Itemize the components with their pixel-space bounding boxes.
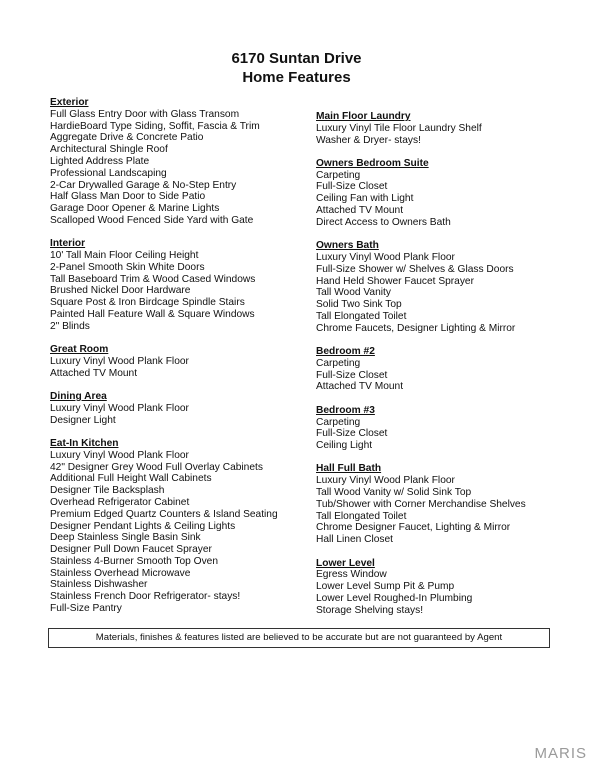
- feature-item: Tall Baseboard Trim & Wood Cased Windows: [50, 273, 256, 285]
- feature-item: Full-Size Pantry: [50, 603, 122, 615]
- feature-item: Brushed Nickel Door Hardware: [50, 285, 191, 297]
- feature-item: 42" Designer Grey Wood Full Overlay Cabinets: [50, 461, 263, 473]
- section-heading: Eat-In Kitchen: [50, 437, 119, 449]
- feature-item: Tall Wood Vanity: [316, 287, 391, 299]
- feature-item: Luxury Vinyl Wood Plank Floor: [316, 475, 455, 487]
- feature-item: Full-Size Closet: [316, 181, 388, 193]
- feature-item: Aggregate Drive & Concrete Patio: [50, 132, 204, 144]
- section-heading: Dining Area: [50, 391, 107, 403]
- feature-item: Lighted Address Plate: [50, 155, 150, 167]
- feature-item: Luxury Vinyl Wood Plank Floor: [50, 402, 189, 414]
- feature-item: Designer Tile Backsplash: [50, 485, 165, 497]
- feature-item: Ceiling Light: [316, 440, 373, 452]
- feature-item: Additional Full Height Wall Cabinets: [50, 473, 212, 485]
- feature-item: Stainless Overhead Microwave: [50, 567, 191, 579]
- feature-item: Hall Linen Closet: [316, 534, 394, 546]
- feature-item: Architectural Shingle Roof: [50, 144, 168, 156]
- section-heading: Exterior: [50, 97, 89, 108]
- feature-item: Stainless French Door Refrigerator- stays!: [50, 591, 241, 603]
- feature-item: Tall Elongated Toilet: [316, 510, 407, 522]
- feature-item: Direct Access to Owners Bath: [316, 216, 451, 228]
- section-heading: Hall Full Bath: [316, 463, 382, 475]
- section-eat-in-kitchen: [50, 438, 278, 615]
- section-interior: [50, 238, 278, 332]
- feature-item: Luxury Vinyl Wood Plank Floor: [50, 355, 189, 367]
- section-main-floor-laundry: [316, 111, 526, 146]
- feature-item: Tall Wood Vanity w/ Solid Sink Top: [316, 487, 472, 499]
- feature-item: 2-Panel Smooth Skin White Doors: [50, 261, 205, 273]
- feature-item: Tall Elongated Toilet: [316, 310, 407, 322]
- page-title: 6170 Suntan Drive: [231, 50, 362, 67]
- feature-item: Stainless Dishwasher: [50, 579, 148, 591]
- feature-item: Attached TV Mount: [316, 381, 404, 393]
- feature-item: Luxury Vinyl Wood Plank Floor: [50, 449, 189, 461]
- feature-item: Chrome Designer Faucet, Lighting & Mirror: [316, 522, 511, 534]
- feature-item: Washer & Dryer- stays!: [316, 134, 421, 146]
- feature-item: Stainless 4-Burner Smooth Top Oven: [50, 555, 218, 567]
- feature-item: 10' Tall Main Floor Ceiling Height: [50, 250, 199, 262]
- section-bedroom-3: [316, 405, 526, 452]
- feature-item: Painted Hall Feature Wall & Square Windows: [50, 309, 255, 321]
- feature-item: 2" Blinds: [50, 320, 90, 332]
- feature-item: Overhead Refrigerator Cabinet: [50, 496, 190, 508]
- feature-item: Full-Size Shower w/ Shelves & Glass Doors: [316, 263, 514, 275]
- feature-item: HardieBoard Type Siding, Soffit, Fascia & Trim: [50, 120, 260, 132]
- feature-item: Square Post & Iron Birdcage Spindle Stairs: [50, 297, 245, 309]
- features-right-column: [316, 111, 526, 616]
- section-bedroom-2: [316, 346, 526, 393]
- section-great-room: [50, 344, 278, 379]
- feature-item: Designer Pendant Lights & Ceiling Lights: [50, 520, 236, 532]
- feature-item: Hand Held Shower Faucet Sprayer: [316, 275, 474, 287]
- feature-item: Garage Door Opener & Marine Lights: [50, 203, 220, 215]
- feature-item: Chrome Faucets, Designer Lighting & Mirror: [316, 322, 516, 334]
- feature-item: Premium Edged Quartz Counters & Island Seating: [50, 508, 278, 520]
- feature-item: Carpeting: [316, 357, 361, 369]
- feature-item: Carpeting: [316, 169, 361, 181]
- feature-item: Professional Landscaping: [50, 167, 167, 179]
- maris-watermark: MARIS: [534, 745, 587, 762]
- disclaimer-box: [48, 628, 550, 648]
- disclaimer-text: Materials, finishes & features listed are believed to be accurate but are not guaranteed by Agent: [95, 632, 503, 643]
- feature-item: Scalloped Wood Fenced Side Yard with Gate: [50, 214, 254, 226]
- section-owners-bedroom-suite: [316, 158, 526, 229]
- section-heading: Great Room: [50, 344, 109, 356]
- feature-item: Luxury Vinyl Wood Plank Floor: [316, 251, 455, 263]
- features-left-column: [50, 97, 278, 615]
- feature-item: Full-Size Closet: [316, 369, 388, 381]
- section-owners-bath: [316, 240, 526, 334]
- feature-item: 2-Car Drywalled Garage & No-Step Entry: [50, 179, 237, 191]
- section-heading: Owners Bedroom Suite: [316, 157, 429, 169]
- feature-item: Half Glass Man Door to Side Patio: [50, 191, 206, 203]
- page-subtitle: Home Features: [242, 69, 351, 86]
- feature-item: Lower Level Sump Pit & Pump: [316, 581, 455, 593]
- feature-item: Designer Pull Down Faucet Sprayer: [50, 544, 212, 556]
- feature-item: Designer Light: [50, 414, 116, 426]
- feature-item: Storage Shelving stays!: [316, 604, 424, 616]
- feature-item: Tub/Shower with Corner Merchandise Shelves: [316, 498, 526, 510]
- section-heading: Interior: [50, 238, 86, 250]
- feature-item: Solid Two Sink Top: [316, 299, 402, 311]
- feature-item: Full-Size Closet: [316, 428, 388, 440]
- section-heading: Bedroom #2: [316, 346, 375, 358]
- section-hall-full-bath: [316, 463, 526, 546]
- feature-item: Attached TV Mount: [50, 367, 138, 379]
- feature-item: Full Glass Entry Door with Glass Transom: [50, 108, 240, 120]
- feature-item: Deep Stainless Single Basin Sink: [50, 532, 201, 544]
- section-lower-level: [316, 558, 526, 617]
- feature-item: Luxury Vinyl Tile Floor Laundry Shelf: [316, 122, 482, 134]
- feature-item: Egress Window: [316, 569, 387, 581]
- feature-item: Carpeting: [316, 416, 361, 428]
- section-heading: Lower Level: [316, 557, 375, 569]
- feature-item: Lower Level Roughed-In Plumbing: [316, 592, 473, 604]
- section-heading: Main Floor Laundry: [316, 111, 411, 122]
- section-heading: Bedroom #3: [316, 404, 375, 416]
- feature-item: Ceiling Fan with Light: [316, 193, 414, 205]
- section-dining-area: [50, 391, 278, 426]
- feature-item: Attached TV Mount: [316, 205, 404, 217]
- section-exterior: [50, 97, 278, 227]
- section-heading: Owners Bath: [316, 240, 379, 252]
